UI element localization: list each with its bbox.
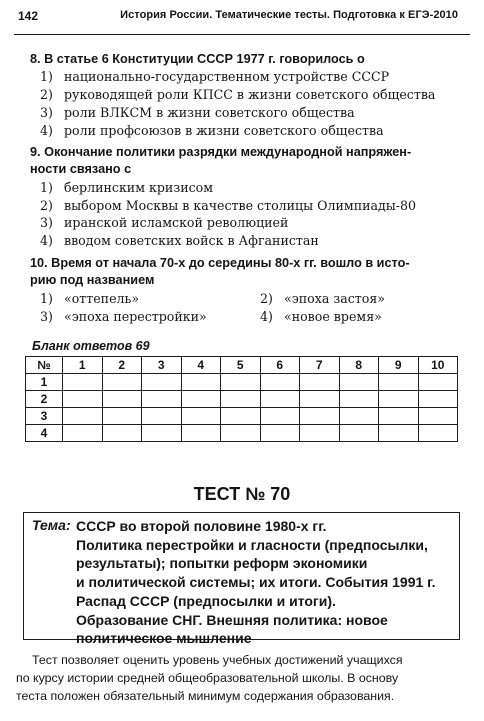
answer-cell bbox=[221, 425, 261, 442]
question-9-text-line-2: ности связано с bbox=[30, 162, 132, 176]
running-title: История России. Тематические тесты. Подготовка к ЕГЭ-2010 bbox=[120, 9, 458, 21]
answer-sheet-title: Бланк ответов 69 bbox=[32, 339, 150, 353]
intro-line: теста положен обязательный минимум содержания образования. bbox=[16, 689, 395, 703]
column-header-2: 2 bbox=[102, 357, 142, 374]
answer-cell bbox=[102, 391, 142, 408]
theme-line: Образование СНГ. Внешняя политика: новое bbox=[76, 611, 388, 628]
question-9-option-1: 1) берлинским кризисом bbox=[40, 180, 214, 195]
question-10-option-1: 1) «оттепель» bbox=[40, 291, 140, 306]
answer-cell bbox=[379, 408, 419, 425]
answer-cell bbox=[418, 408, 458, 425]
answer-cell bbox=[260, 425, 300, 442]
row-number: 3 bbox=[26, 408, 63, 425]
answer-cell bbox=[260, 391, 300, 408]
theme-line: результаты); попытки реформ экономики bbox=[76, 555, 368, 572]
column-header-5: 5 bbox=[221, 357, 261, 374]
question-9-option-2: 2) выбором Москвы в качестве столицы Олимпиады-80 bbox=[40, 198, 417, 213]
question-10-text-line-1: 10. Время от начала 70-х до середины 80-х гг. вошло в исто- bbox=[30, 256, 410, 270]
column-header-7: 7 bbox=[300, 357, 340, 374]
page-number: 142 bbox=[18, 9, 39, 23]
column-header-9: 9 bbox=[379, 357, 419, 374]
question-9-option-4: 4) вводом советских войск в Афганистан bbox=[40, 233, 319, 248]
question-9-text-line-1: 9. Окончание политики разрядки международной напряжен- bbox=[30, 145, 412, 159]
answer-cell bbox=[63, 391, 103, 408]
answer-cell bbox=[379, 391, 419, 408]
row-number: 2 bbox=[26, 391, 63, 408]
answer-cell bbox=[181, 408, 221, 425]
question-10-option-3: 3) «эпоха перестройки» bbox=[40, 309, 207, 324]
question-9-option-3: 3) иранской исламской революцией bbox=[40, 215, 289, 230]
question-10-option-2: 2) «эпоха застоя» bbox=[260, 291, 385, 306]
intro-line: Тест позволяет оценить уровень учебных достижений учащихся bbox=[32, 653, 403, 667]
column-header-8: 8 bbox=[339, 357, 379, 374]
column-header-10: 10 bbox=[418, 357, 458, 374]
intro-line: по курсу истории средней общеобразовательной школы. В основу bbox=[16, 671, 399, 685]
theme-line: СССР во второй половине 1980-х гг. bbox=[76, 518, 327, 534]
answer-cell bbox=[300, 425, 340, 442]
question-8-text: 8. В статье 6 Конституции СССР 1977 г. говорилось о bbox=[30, 52, 365, 66]
answer-cell bbox=[300, 391, 340, 408]
answer-cell bbox=[339, 408, 379, 425]
column-header-4: 4 bbox=[181, 357, 221, 374]
answer-cell bbox=[142, 425, 182, 442]
question-10-text-line-2: рию под названием bbox=[30, 273, 155, 287]
answer-cell bbox=[221, 408, 261, 425]
answer-sheet-row bbox=[26, 408, 458, 425]
answer-cell bbox=[142, 408, 182, 425]
answer-cell bbox=[102, 425, 142, 442]
answer-sheet-header-row bbox=[26, 357, 458, 374]
answer-cell bbox=[339, 425, 379, 442]
header-divider bbox=[14, 34, 470, 35]
column-header-3: 3 bbox=[142, 357, 182, 374]
column-header-6: 6 bbox=[260, 357, 300, 374]
answer-cell bbox=[63, 408, 103, 425]
answer-cell bbox=[339, 391, 379, 408]
question-8-option-3: 3) роли ВЛКСМ в жизни советского общества bbox=[40, 105, 355, 120]
answer-cell bbox=[63, 374, 103, 391]
column-header-number: № bbox=[26, 357, 63, 374]
answer-sheet-table bbox=[25, 356, 458, 442]
answer-cell bbox=[142, 374, 182, 391]
answer-cell bbox=[221, 391, 261, 408]
answer-cell bbox=[142, 391, 182, 408]
answer-sheet-row bbox=[26, 391, 458, 408]
answer-cell bbox=[418, 425, 458, 442]
answer-cell bbox=[300, 408, 340, 425]
answer-cell bbox=[379, 425, 419, 442]
answer-sheet-row bbox=[26, 374, 458, 391]
answer-cell bbox=[339, 374, 379, 391]
row-number: 1 bbox=[26, 374, 63, 391]
answer-cell bbox=[260, 374, 300, 391]
answer-cell bbox=[63, 425, 103, 442]
answer-cell bbox=[181, 425, 221, 442]
answer-cell bbox=[102, 374, 142, 391]
question-10-option-4: 4) «новое время» bbox=[260, 309, 382, 324]
question-8-option-4: 4) роли профсоюзов в жизни советского общества bbox=[40, 123, 384, 138]
answer-cell bbox=[418, 374, 458, 391]
intro-paragraph bbox=[16, 651, 468, 705]
column-header-1: 1 bbox=[63, 357, 103, 374]
answer-cell bbox=[181, 391, 221, 408]
answer-cell bbox=[181, 374, 221, 391]
theme-label: Тема: bbox=[32, 517, 71, 533]
row-number: 4 bbox=[26, 425, 63, 442]
question-8-option-1: 1) национально-государственном устройстве СССР bbox=[40, 69, 390, 84]
theme-line: и политической системы; их итоги. События 1991 г. bbox=[76, 574, 436, 591]
answer-cell bbox=[379, 374, 419, 391]
answer-cell bbox=[260, 408, 300, 425]
answer-cell bbox=[221, 374, 261, 391]
theme-line: политическое мышление bbox=[76, 630, 252, 647]
question-8-option-2: 2) руководящей роли КПСС в жизни советского общества bbox=[40, 87, 436, 102]
answer-sheet-row bbox=[26, 425, 458, 442]
test-title: ТЕСТ № 70 bbox=[193, 484, 291, 504]
theme-line: Политика перестройки и гласности (предпосылки, bbox=[76, 536, 428, 553]
answer-cell bbox=[102, 408, 142, 425]
answer-cell bbox=[300, 374, 340, 391]
theme-text bbox=[76, 517, 456, 648]
theme-line: Распад СССР (предпосылки и итоги). bbox=[76, 592, 336, 609]
answer-cell bbox=[418, 391, 458, 408]
